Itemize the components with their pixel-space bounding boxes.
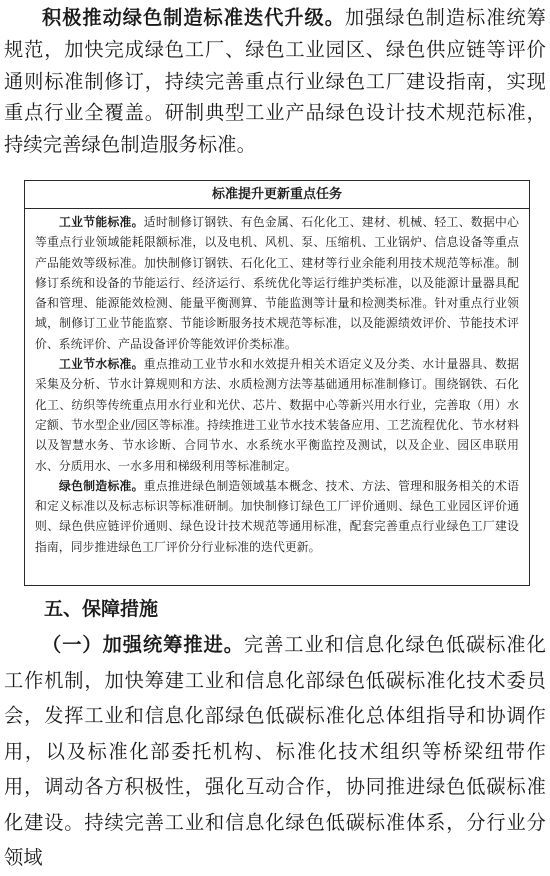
section-heading: 五、保障措施 — [44, 598, 159, 620]
box-item-lead: 绿色制造标准。 — [59, 478, 144, 493]
key-tasks-box — [24, 180, 530, 586]
top-paragraph — [4, 2, 546, 161]
bottom-paragraph — [4, 627, 546, 876]
box-item-green-manufacturing — [35, 476, 519, 557]
top-paragraph-text: 加强绿色制造标准统筹规范，加快完成绿色工厂、绿色工业园区、绿色供应链等评价通则标准制修订，持续完善重点行业绿色工厂建设指南，实现重点行业全覆盖。研制典型工业产品绿色设计技术规范标准，持续完善绿色制造服务标准。 — [4, 6, 547, 157]
box-item-energy-saving — [35, 212, 519, 354]
box-item-text: 重点推进绿色制造领域基本概念、技术、方法、管理和服务相关的术语和定义标准以及标志标识等标准研制。加快制修订绿色工厂评价通则、绿色工业园区评价通则、绿色供应链评价通则、绿色设计技术规范等通用标准，配套完善重点行业绿色工厂建设指南，同步推进绿色工厂评价分行业标准的迭代更新。 — [35, 478, 519, 554]
top-paragraph-lead: 积极推动绿色制造标准迭代升级。 — [42, 6, 345, 29]
box-item-text: 适时制修订钢铁、有色金属、石化化工、建材、机械、轻工、数据中心等重点行业领域能耗限额标准，以及电机、风机、泵、压缩机、工业锅炉、信息设备等重点产品能效等级标准。加快制修订钢铁、石化化工、建材等行业余能利用技术规范等标准。制修订系统和设备的节能运行、经济运行、系统优化等运行维护类标准，以及能源计量器具配备和管理、能源能效检测、能量平衡测算、节能监测等计量和检测类标准。针对重点行业领域，制修订工业节能监察、节能诊断服务技术规范等标准，以及能源绩效评价、节能技术评价、系统评价、产品设备评价等能效评价类标准。 — [35, 215, 519, 351]
box-item-lead: 工业节能标准。 — [59, 215, 144, 229]
box-body — [25, 209, 529, 557]
box-item-text: 重点推动工业节水和水效提升相关术语定义及分类、水计量器具、数据采集及分析、节水计算规则和方法、水质检测方法等基础通用标准制修订。围绕钢铁、石化化工、纺织等传统重点用水行业和光伏、芯片、数据中心等新兴用水行业，完善取（用）水定额、节水型企业/园区等标准。持续推进工业节水技术装备应用、工艺流程优化、节水材料以及智慧水务、节水诊断、合同节水、水系统水平衡监控及测试，以及企业、园区串联用水、分质用水、一水多用和梯级利用等标准制定。 — [35, 357, 519, 473]
box-item-water-saving — [35, 354, 519, 476]
box-item-lead: 工业节水标准。 — [59, 357, 144, 372]
bottom-paragraph-text: 完善工业和信息化绿色低碳标准化工作机制，加快筹建工业和信息化部绿色低碳标准化技术委员会，发挥工业和信息化部绿色低碳标准化总体组指导和协调作用，以及标准化部委托机构、标准化技术组织等桥梁纽带作用，调动各方积极性，强化互动合作，协同推进绿色低碳标准化建设。持续完善工业和信息化绿色低碳标准体系，分行业分领域 — [4, 633, 546, 869]
bottom-paragraph-lead: （一）加强统筹推进。 — [42, 633, 244, 656]
box-title: 标准提升更新重点任务 — [25, 181, 529, 209]
